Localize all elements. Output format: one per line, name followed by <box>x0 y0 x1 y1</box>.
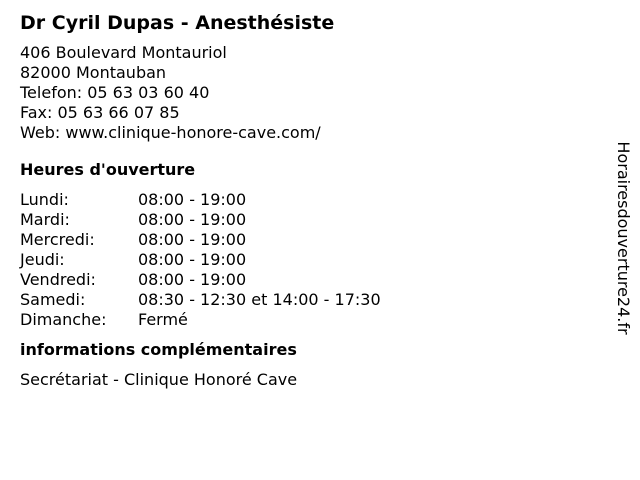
opening-hours-heading: Heures d'ouverture <box>20 160 196 179</box>
hours-time: 08:00 - 19:00 <box>138 250 247 269</box>
additional-info-text: Secrétariat - Clinique Honoré Cave <box>20 370 298 389</box>
hours-row-thursday <box>20 250 600 270</box>
hours-day: Mardi: <box>20 210 70 229</box>
hours-day: Mercredi: <box>20 230 95 249</box>
hours-time: 08:00 - 19:00 <box>138 230 247 249</box>
opening-hours-table <box>20 190 600 330</box>
practitioner-name: Dr Cyril Dupas - Anesthésiste <box>20 12 335 34</box>
hours-time: 08:00 - 19:00 <box>138 270 247 289</box>
hours-row-sunday <box>20 310 600 330</box>
hours-day: Jeudi: <box>20 250 65 269</box>
hours-row-friday <box>20 270 600 290</box>
site-watermark: Horairesdouverture24.fr <box>614 141 633 335</box>
address-street: 406 Boulevard Montauriol <box>20 43 227 62</box>
hours-day: Lundi: <box>20 190 69 209</box>
hours-row-saturday <box>20 290 600 310</box>
website: Web: www.clinique-honore-cave.com/ <box>20 123 321 142</box>
hours-time: 08:30 - 12:30 et 14:00 - 17:30 <box>138 290 381 309</box>
phone-number: Telefon: 05 63 03 60 40 <box>20 83 210 102</box>
hours-row-monday <box>20 190 600 210</box>
address-block <box>20 43 600 143</box>
fax-number: Fax: 05 63 66 07 85 <box>20 103 180 122</box>
practice-card <box>20 10 600 390</box>
hours-row-tuesday <box>20 210 600 230</box>
hours-time: Fermé <box>138 310 188 329</box>
hours-time: 08:00 - 19:00 <box>138 190 247 209</box>
hours-row-wednesday <box>20 230 600 250</box>
additional-info-heading: informations complémentaires <box>20 340 297 359</box>
hours-day: Vendredi: <box>20 270 96 289</box>
hours-day: Samedi: <box>20 290 86 309</box>
hours-time: 08:00 - 19:00 <box>138 210 247 229</box>
hours-day: Dimanche: <box>20 310 107 329</box>
address-city: 82000 Montauban <box>20 63 167 82</box>
